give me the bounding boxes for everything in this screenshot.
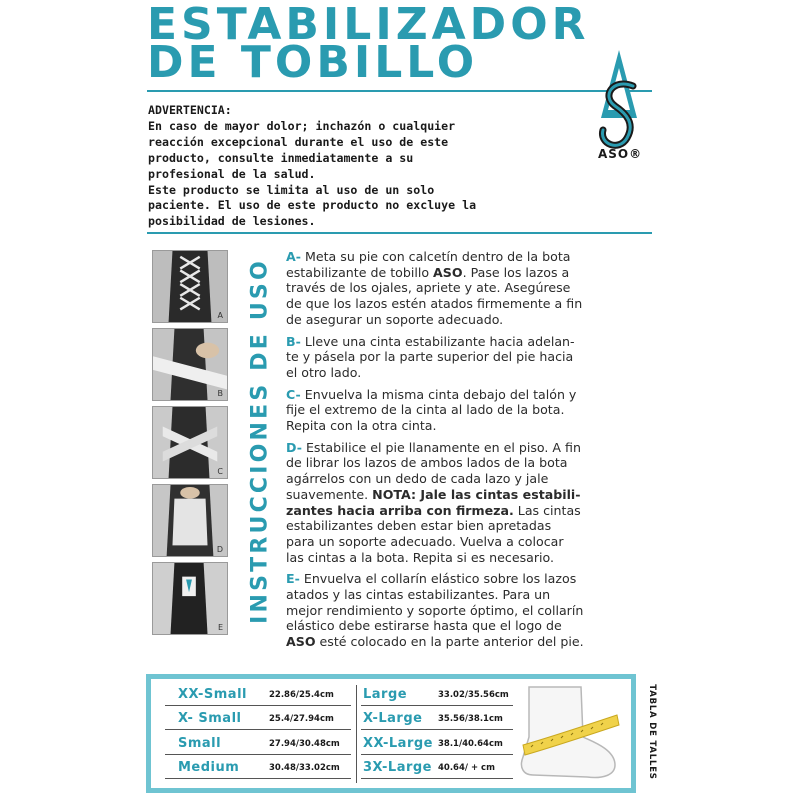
instruction-text: Meta su pie con calcetín dentro de la bota: [305, 249, 571, 264]
instruction-text-bold: zantes hacia arriba con firmeza.: [286, 502, 514, 518]
instruction-text: mejor rendimiento y soporte óptimo, el collarín: [286, 602, 584, 618]
size-row-rule: [361, 705, 513, 706]
instruction-text-bold: ASO: [286, 634, 316, 650]
instruction-text: Las cintas: [513, 502, 581, 518]
instruction-text-bold: NOTA: Jale las cintas estabili-: [372, 486, 581, 502]
instruction-line: [286, 387, 658, 403]
instruction-line: [286, 471, 658, 487]
instruction-text: través de los ojales, apriete y ate. Asegúrese: [286, 280, 571, 296]
strap-forward-illustration: [153, 329, 227, 400]
logo-wordmark: ASO®: [598, 147, 643, 161]
strap-heel-illustration: [153, 407, 227, 478]
elastic-collar-illustration: [153, 563, 227, 634]
size-name: X- Small: [178, 711, 242, 726]
step-letter: C-: [286, 386, 301, 402]
instruction-line: [286, 455, 658, 471]
instruction-text: para un soporte adecuado. Vuelva a colocar: [286, 533, 564, 549]
instruction-line: [286, 518, 658, 534]
warning-line: En caso de mayor dolor; inchazón o cualquier: [148, 118, 456, 133]
size-row-rule: [165, 754, 351, 755]
instruction-text: Estabilice el pie llanamente en el piso. A fin: [305, 439, 581, 455]
instruction-line: [286, 603, 658, 619]
size-name: XX-Large: [363, 736, 433, 751]
instruction-text: . Pase los lazos a: [462, 264, 570, 280]
instruction-line: [286, 249, 658, 265]
instruction-line: [286, 402, 658, 418]
instruction-text: esté colocado en la parte anterior del pie.: [315, 634, 584, 650]
step-letter: E-: [286, 571, 300, 587]
instruction-text: de asegurar un soporte adecuado.: [286, 311, 504, 327]
instruction-steps: [286, 249, 658, 656]
instruction-text: agárrelos con un dedo de cada lazo y jale: [286, 471, 549, 487]
instruction-text: Repita con la otra cinta.: [286, 418, 437, 434]
size-row-rule: [165, 729, 351, 730]
step-e-tag: E: [217, 623, 223, 632]
size-measure: 30.48/33.02cm: [269, 763, 340, 773]
instruction-text: elástico debe estirarse hasta que el logo de: [286, 618, 562, 634]
size-name: XX-Small: [178, 687, 247, 702]
instruction-text-bold: ASO: [433, 264, 463, 280]
step-a-tag: A: [217, 311, 223, 320]
instruction-line: [286, 571, 658, 587]
page-title-line-1: ESTABILIZADOR: [147, 0, 590, 50]
instruction-text: estabilizantes deben estar bien apretadas: [286, 518, 552, 534]
step-b-photo: [152, 328, 228, 401]
size-measure: 27.94/30.48cm: [269, 739, 340, 749]
instruction-line: [286, 503, 658, 519]
instruction-line: [286, 365, 658, 381]
size-name: Large: [363, 687, 408, 702]
warning-line: producto, consulte inmediatamente a su: [148, 150, 414, 165]
instruction-text: estabilizante de tobillo: [286, 264, 434, 280]
instruction-line: [286, 312, 658, 328]
instruction-step: [286, 249, 658, 328]
instruction-step: [286, 334, 658, 381]
instruction-line: [286, 618, 658, 634]
size-measure: 22.86/25.4cm: [269, 690, 334, 700]
size-measure: 35.56/38.1cm: [438, 714, 503, 724]
warning-line: posibilidad de lesiones.: [148, 214, 316, 229]
size-table-vertical-heading: [642, 672, 662, 792]
instruction-line: [286, 349, 658, 365]
sock-with-tape-icon: [511, 679, 621, 789]
step-b-tag: B: [217, 389, 223, 398]
size-name: Small: [178, 736, 222, 751]
size-measure: 40.64/ + cm: [438, 763, 495, 773]
step-letter: D-: [286, 439, 302, 455]
instruction-line: [286, 296, 658, 312]
size-measure: 25.4/27.94cm: [269, 714, 334, 724]
step-c-photo: [152, 406, 228, 479]
instruction-line: [286, 440, 658, 456]
size-table-title: TABLA DE TALLES: [647, 684, 657, 780]
warning-block: [148, 103, 528, 230]
warning-line: paciente. El uso de este producto no excluye la: [148, 198, 477, 213]
instruction-line: [286, 418, 658, 434]
instruction-text: te y pásela por la parte superior del pie hacia: [286, 349, 574, 365]
warning-line: reacción excepcional durante el uso de este: [148, 134, 449, 149]
size-row-rule: [165, 705, 351, 706]
instruction-text: atados y las cintas estabilizantes. Para un: [286, 587, 551, 603]
instruction-step: [286, 387, 658, 434]
step-a-photo: [152, 250, 228, 323]
warning-heading: ADVERTENCIA:: [148, 103, 232, 117]
instruction-text: de librar los lazos de ambos lados de la bota: [286, 455, 568, 471]
title-divider: [147, 90, 652, 92]
size-measure: 38.1/40.64cm: [438, 739, 503, 749]
instruction-text: Lleve una cinta estabilizante hacia adelan-: [304, 333, 575, 349]
step-c-tag: C: [217, 467, 223, 476]
size-row-rule: [361, 754, 513, 755]
instruction-text: suavemente.: [286, 486, 373, 502]
page-title-line-2: DE TOBILLO: [147, 37, 479, 88]
instruction-line: [286, 280, 658, 296]
size-name: X-Large: [363, 711, 423, 726]
step-e-photo: [152, 562, 228, 635]
instruction-text: Envuelva el collarín elástico sobre los lazos: [303, 571, 577, 587]
warning-line: profesional de la salud.: [148, 166, 316, 181]
instruction-text: Envuelva la misma cinta debajo del talón y: [304, 386, 577, 402]
instruction-line: [286, 487, 658, 503]
instructions-title: INSTRUCCIONES DE USO: [247, 258, 272, 624]
instruction-text: fije el extremo de la cinta al lado de la bota.: [286, 402, 565, 418]
instruction-line: [286, 334, 658, 350]
size-name: Medium: [178, 760, 240, 775]
instruction-step: [286, 440, 658, 566]
size-row-rule: [361, 778, 513, 779]
instruction-text: las cintas a la bota. Repita si es necesario.: [286, 549, 555, 565]
warning-line: Este producto se limita al uso de un solo: [148, 182, 435, 197]
instruction-line: [286, 265, 658, 281]
instruction-line: [286, 550, 658, 566]
size-row-rule: [165, 778, 351, 779]
step-d-photo: [152, 484, 228, 557]
laced-brace-illustration: [153, 251, 227, 322]
instruction-line: [286, 534, 658, 550]
size-name: 3X-Large: [363, 760, 432, 775]
instruction-step: [286, 571, 658, 650]
step-letter: A-: [286, 249, 301, 264]
size-column-divider: [356, 685, 357, 783]
instruction-text: de que los lazos estén atados firmemente a fin: [286, 296, 583, 312]
instructions-vertical-heading: [243, 245, 276, 637]
instruction-line: [286, 587, 658, 603]
step-letter: B-: [286, 333, 301, 349]
instruction-line: [286, 634, 658, 650]
size-measure: 33.02/35.56cm: [438, 690, 509, 700]
step-d-tag: D: [216, 545, 223, 554]
instruction-text: el otro lado.: [286, 364, 362, 380]
warning-divider: [147, 232, 652, 234]
size-row-rule: [361, 729, 513, 730]
